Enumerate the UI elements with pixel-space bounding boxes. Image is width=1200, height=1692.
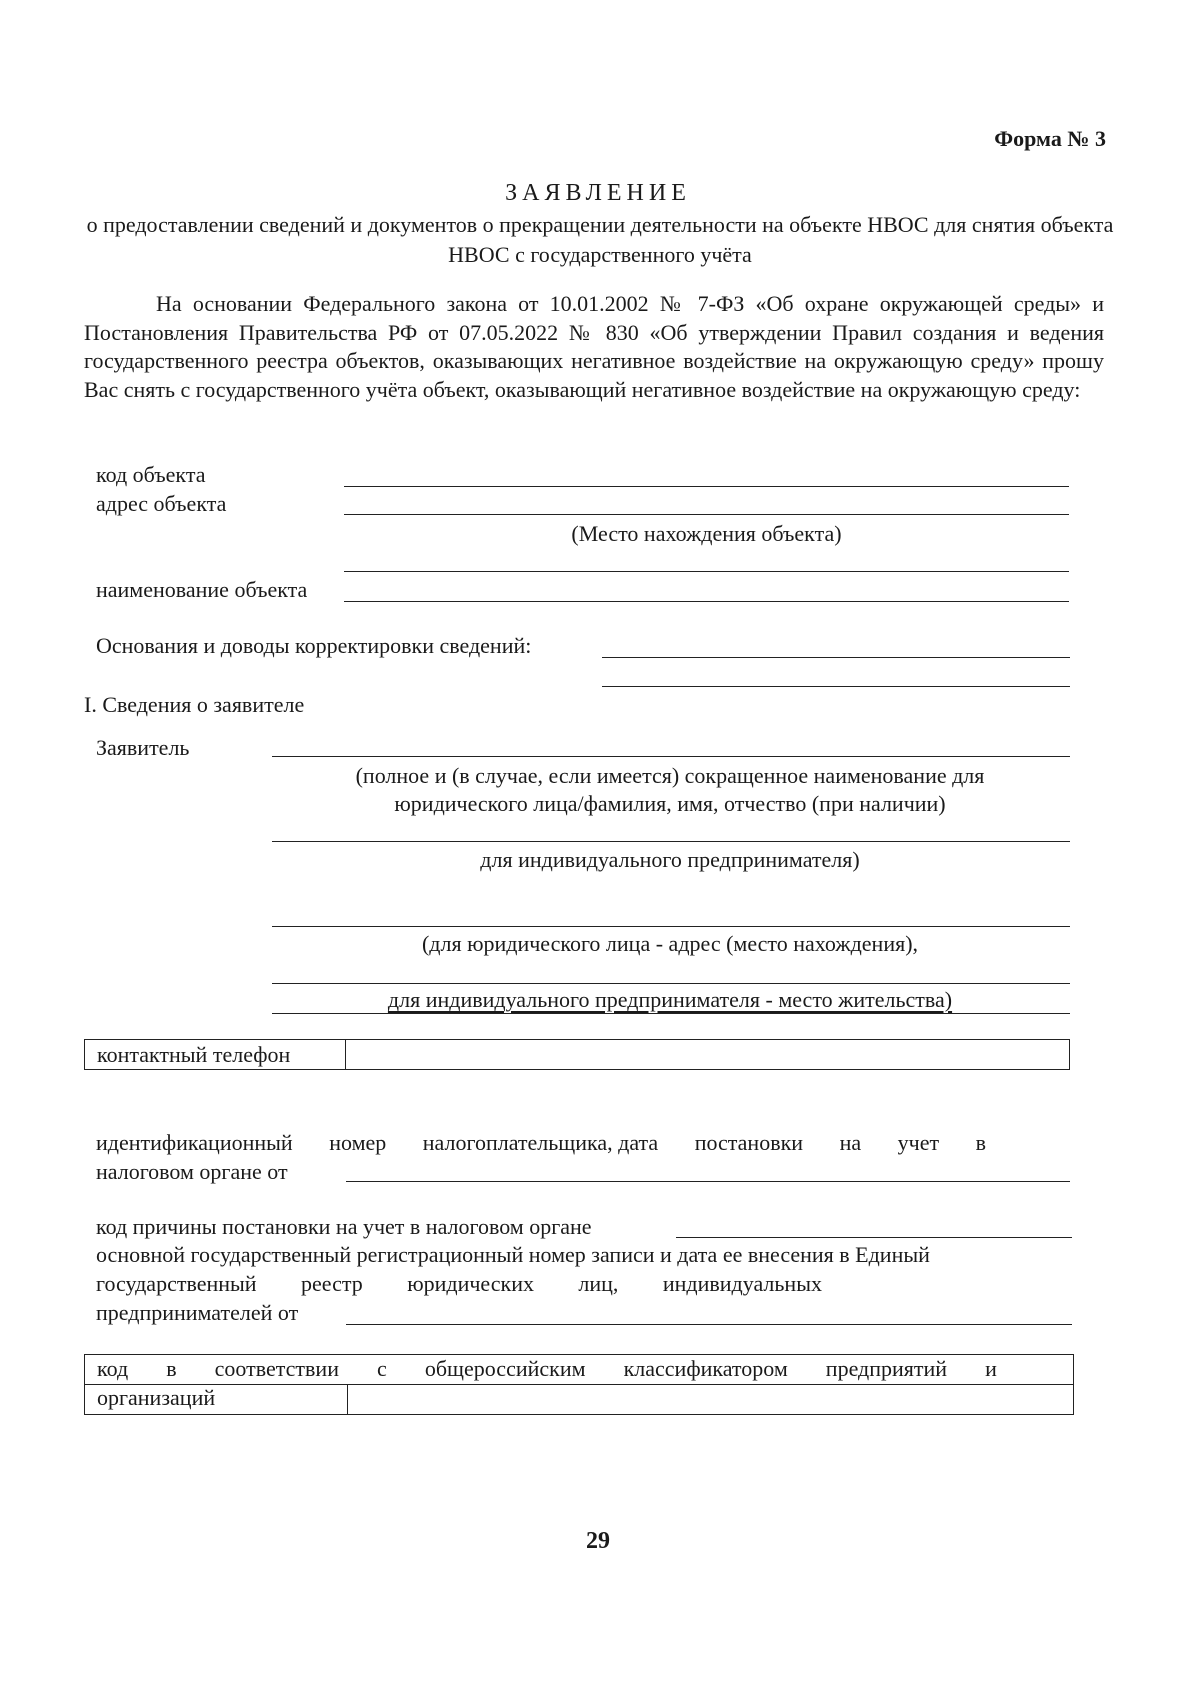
object-address-field-2[interactable] bbox=[344, 571, 1069, 572]
ogrn-field[interactable] bbox=[346, 1324, 1072, 1325]
inn-word: номер bbox=[329, 1130, 387, 1155]
page-number: 29 bbox=[586, 1528, 610, 1554]
okpo-word: общероссийским bbox=[424, 1356, 586, 1381]
applicant-address-caption-1: (для юридического лица - адрес (место нахождения), bbox=[421, 931, 919, 956]
intro-paragraph: На основании Федерального закона от 10.01.2002 № 7-ФЗ «Об охране окружающей среды» и Постановления Правительства РФ от 07.05.2022 № 830 «Об утверждении Правил создания и ведения государственного реестра объектов, оказывающих негативное воздействие на окружающую среду» прошу Вас снять с государственного учёта объект, оказывающий негативное воздействие на окружающую среду: bbox=[84, 291, 1104, 402]
inn-label-line-1 bbox=[96, 1130, 986, 1156]
correction-label: Основания и доводы корректировки сведений: bbox=[96, 633, 532, 658]
okpo-vertical-divider bbox=[347, 1384, 348, 1414]
inn-word: в bbox=[975, 1130, 986, 1155]
object-address-caption: (Место нахождения объекта) bbox=[571, 521, 842, 546]
okpo-word: классификатором bbox=[623, 1356, 788, 1381]
object-address-field[interactable] bbox=[344, 514, 1069, 515]
ogrn-word: реестр bbox=[301, 1271, 363, 1296]
okpo-label-line-2: организаций bbox=[97, 1385, 216, 1410]
inn-word: учет bbox=[897, 1130, 940, 1155]
ogrn-word: лиц, bbox=[578, 1271, 619, 1296]
inn-word: на bbox=[839, 1130, 862, 1155]
okpo-word: код bbox=[97, 1356, 129, 1381]
inn-label-line-2: налоговом органе от bbox=[96, 1159, 288, 1184]
ogrn-word: юридических bbox=[407, 1271, 534, 1296]
correction-field[interactable] bbox=[602, 657, 1070, 658]
okpo-horizontal-divider bbox=[85, 1384, 1073, 1385]
ogrn-label-line-2 bbox=[96, 1271, 822, 1297]
applicant-address-field[interactable] bbox=[272, 926, 1070, 927]
applicant-address-caption-2: для индивидуального предпринимателя - место жительства) bbox=[387, 987, 953, 1012]
phone-field[interactable] bbox=[347, 1040, 1069, 1068]
inn-word: идентификационный bbox=[96, 1130, 293, 1155]
object-code-field[interactable] bbox=[344, 486, 1069, 487]
applicant-name-caption-2: для индивидуального предпринимателя) bbox=[480, 847, 860, 872]
document-title: ЗАЯВЛЕНИЕ bbox=[505, 180, 691, 206]
ogrn-word: государственный bbox=[96, 1271, 257, 1296]
okpo-word: в bbox=[166, 1356, 177, 1381]
applicant-name-caption-1: (полное и (в случае, если имеется) сокращенное наименование для юридического лица/фамилия, имя, отчество (при наличии) bbox=[355, 763, 985, 816]
applicant-address-field-2[interactable] bbox=[272, 983, 1070, 984]
ogrn-word: индивидуальных bbox=[662, 1271, 822, 1296]
object-name-label: наименование объекта bbox=[96, 577, 308, 602]
phone-label: контактный телефон bbox=[97, 1042, 291, 1067]
kpp-field[interactable] bbox=[676, 1237, 1072, 1238]
okpo-word: и bbox=[985, 1356, 997, 1381]
inn-field[interactable] bbox=[346, 1181, 1070, 1182]
ogrn-label-line-1: основной государственный регистрационный номер записи и дата ее внесения в Единый bbox=[96, 1242, 930, 1267]
applicant-label: Заявитель bbox=[96, 735, 190, 760]
applicant-name-field[interactable] bbox=[272, 756, 1070, 757]
phone-divider bbox=[345, 1040, 346, 1069]
object-code-label: код объекта bbox=[96, 462, 206, 487]
applicant-address-field-3[interactable] bbox=[272, 1013, 1070, 1014]
applicant-name-field-2[interactable] bbox=[272, 841, 1070, 842]
phone-row bbox=[84, 1039, 1070, 1070]
okpo-word: предприятий bbox=[825, 1356, 948, 1381]
ogrn-label-line-3: предпринимателей от bbox=[96, 1300, 299, 1325]
document-subtitle: о предоставлении сведений и документов о прекращении деятельности на объекте НВОС для снятия объекта НВОС с государственного учёта bbox=[86, 212, 1114, 267]
okpo-row bbox=[84, 1354, 1074, 1415]
okpo-field[interactable] bbox=[349, 1386, 1073, 1414]
kpp-label: код причины постановки на учет в налоговом органе bbox=[96, 1214, 592, 1239]
section-title-applicant: I. Сведения о заявителе bbox=[84, 692, 305, 717]
inn-word: налогоплательщика, дата bbox=[422, 1130, 659, 1155]
correction-field-2[interactable] bbox=[602, 686, 1070, 687]
okpo-label-line-1 bbox=[97, 1356, 997, 1382]
form-number: Форма № 3 bbox=[994, 126, 1106, 151]
object-address-label: адрес объекта bbox=[96, 491, 227, 516]
object-name-field[interactable] bbox=[344, 601, 1069, 602]
okpo-word: с bbox=[377, 1356, 387, 1381]
inn-word: постановки bbox=[694, 1130, 804, 1155]
okpo-word: соответствии bbox=[214, 1356, 339, 1381]
